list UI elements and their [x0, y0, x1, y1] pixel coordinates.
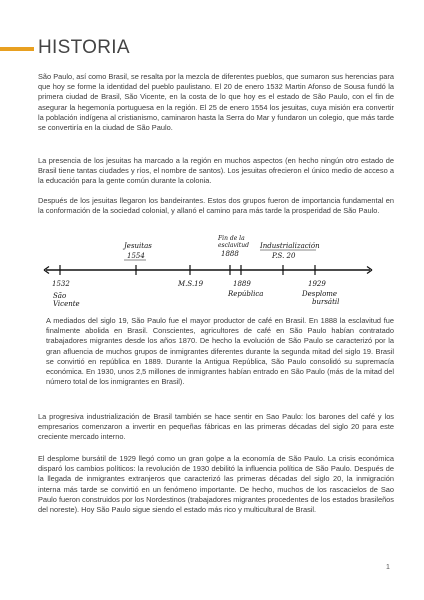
label-industrializacion-sub: P.S. 20 [272, 252, 296, 260]
label-ms19: M.S.19 [178, 280, 204, 288]
label-industrializacion: Industrialización [260, 242, 320, 250]
page-title: HISTORIA [38, 37, 130, 58]
label-desplome: Desplome [302, 290, 338, 298]
paragraph-industrialization: La progresiva industrialización de Brasil también se hace sentir en Sao Paulo: los barones del café y los empresarios comenzaron a invertir en pequeñas fábricas en las primeras décadas del siglo 20 para este creciente mercado interno. [38, 412, 394, 442]
paragraph-founding: São Paulo, así como Brasil, se resalta por la mezcla de diferentes pueblos, que sumaron sus herencias para que hoy se forme la identidad del pueblo paulistano. El 20 de enero 1532 Martin Afonso de Sousa fundó la primera ciudad de Brasil, São Vicente, en la costa de lo que hoy es el estado de São Paulo, con el fin de asegurar la hegemonía portuguesa en la región. El 25 de enero 1554 los jesuitas, cuya misión era convertir la población indígena al cristianismo, caminaron hasta la Serra do Mar y fundaron un colegio, que más tarde se convertiría en la ciudad de São Paulo. [38, 72, 394, 133]
label-jesuitas: Jesuitas [124, 242, 152, 250]
label-esclavitud-line2: esclavitud [218, 242, 249, 249]
history-timeline [40, 234, 390, 312]
paragraph-jesuits: La presencia de los jesuitas ha marcado a la región en muchos aspectos (en hecho ningún otro estado de Brasil tiene tantas ciudades y ríos, el nombre de santos). Los jesuitas ofrecieron el único medio de acceso a la educación para la gente común durante la colonia. [38, 156, 394, 186]
label-1889: 1889 [233, 280, 251, 288]
paragraph-coffee-immigration: A mediados del siglo 19, São Paulo fue el mayor productor de café en Brasil. En 1888 la esclavitud fue finalmente abolida en Brasil. Conscientes, agricultores de café en São Paulo habían contratado trabajadores migrantes desde los años 1870. De hecho la evolución de São Paulo se caracterizó por la gran afluencia de muchos grupos de inmigrantes diferentes durante la segunda mitad del siglo 19. Brasil se convirtió en república en 1889. Durante la Antigua República, São Paulo consolidó su supremacía económica. En 1930, unos 2,5 millones de inmigrantes habían entrado en São Paulo (más de la mitad del número total de los inmigrantes en Brasil). [46, 316, 394, 387]
label-vicente: Vicente [53, 300, 80, 308]
paragraph-crash: El desplome bursátil de 1929 llegó como un gran golpe a la economía de São Paulo. La crisis económica disparó los cambios políticos: la revolución de 1930 debilitó la influencia política de São Paulo. Después de la llegada de inmigrantes extranjeros que caracterizó las primeras décadas del siglo 20, la inmigración interna más tarde se convirtió en un fenómeno importante. De hecho, muchos de los rascacielos de Sao Paulo fueron construidos por los Nordestinos (trabajadores migrantes procedentes de los estados brasileños del noreste). Hoy São Paulo sigue siendo el estado más rico y multicultural de Brasil. [38, 454, 394, 515]
page-number: 1 [386, 564, 390, 571]
label-republica: República [228, 290, 264, 298]
title-accent-bar [0, 47, 34, 51]
label-1929: 1929 [308, 280, 326, 288]
label-esclavitud-year: 1888 [221, 250, 239, 258]
label-jesuitas-year: 1554 [127, 252, 145, 260]
label-sao: São [53, 292, 67, 300]
label-1532: 1532 [52, 280, 70, 288]
paragraph-bandeirantes: Después de los jesuitas llegaron los bandeirantes. Estos dos grupos fueron de importancia fundamental en la conformación de la sociedad colonial, y allanó el camino para más tarde la prosperidad de São Paulo. [38, 196, 394, 216]
label-esclavitud-line1: Fin de la [218, 235, 245, 242]
label-bursatil: bursátil [312, 298, 340, 306]
